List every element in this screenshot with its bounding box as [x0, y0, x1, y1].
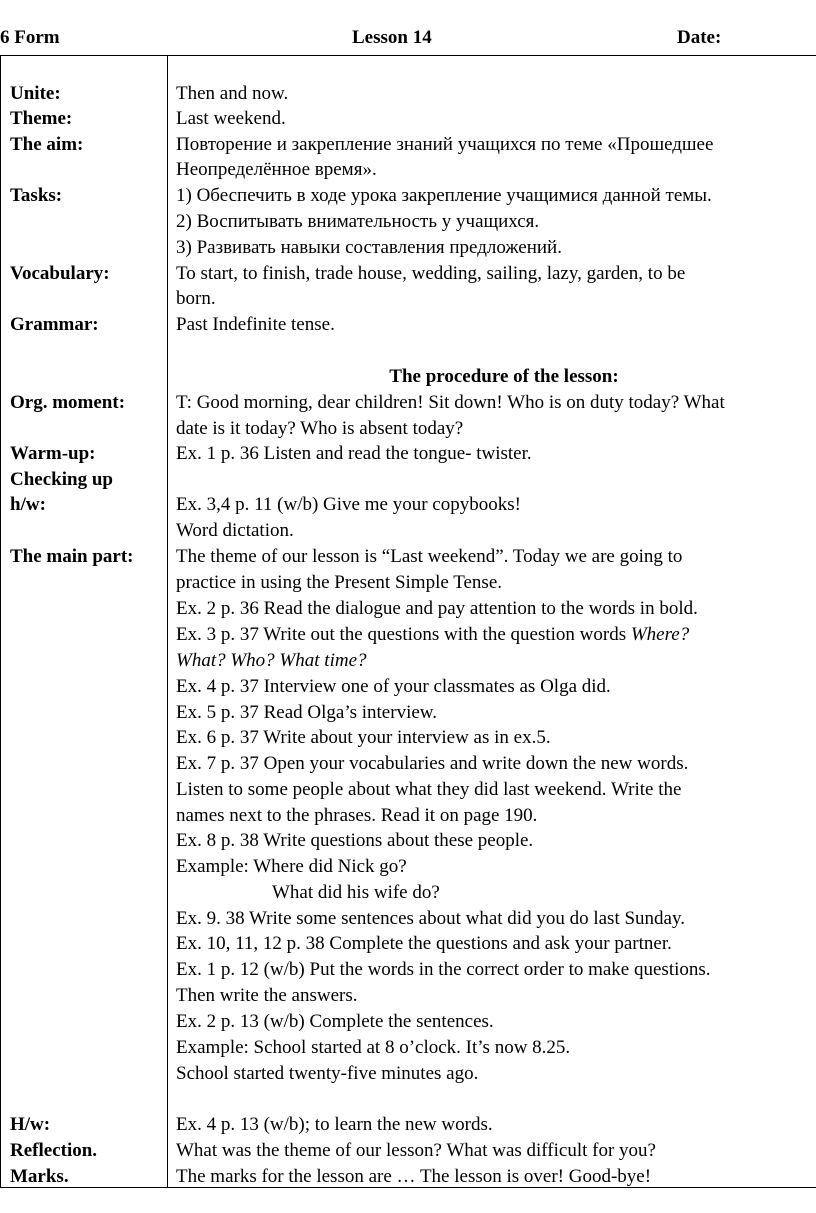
label-marks: Marks. [10, 1166, 69, 1187]
main-part-line: The theme of our lesson is “Last weekend”. Today we are going to [176, 546, 683, 567]
main-part-line: Ex. 10, 11, 12 p. 38 Complete the questions and ask your partner. [176, 933, 672, 954]
main-part-line: Ex. 6 p. 37 Write about your interview as in ex.5. [176, 727, 551, 748]
main-part-line: Ex. 4 p. 37 Interview one of your classmates as Olga did. [176, 676, 611, 697]
label-checking-up: Checking up [10, 469, 113, 490]
table-left-border [0, 55, 1, 1187]
theme-text: Last weekend. [176, 108, 286, 129]
ex3-question-word: Where? [630, 624, 690, 645]
grammar-text: Past Indefinite tense. [176, 314, 335, 335]
label-hw-check: h/w: [10, 494, 46, 515]
table-column-divider [167, 55, 168, 1187]
hw-text: Ex. 4 p. 13 (w/b); to learn the new words. [176, 1114, 493, 1135]
main-part-line: School started twenty-five minutes ago. [176, 1063, 479, 1084]
label-org-moment: Org. moment: [10, 392, 126, 413]
example-indented-line: What did his wife do? [272, 882, 440, 903]
main-part-line: Ex. 2 p. 13 (w/b) Complete the sentences. [176, 1011, 494, 1032]
main-part-line: Then write the answers. [176, 985, 358, 1006]
task-2: 2) Воспитывать внимательность у учащихся. [176, 211, 540, 232]
aim-text-line-1: Повторение и закрепление знаний учащихся по теме «Прошедшее [176, 134, 714, 155]
vocabulary-line-1: To start, to finish, trade house, wedding, sailing, lazy, garden, to be [176, 263, 686, 284]
org-moment-line-2: date is it today? Who is absent today? [176, 418, 464, 439]
main-part-line: Ex. 8 p. 38 Write questions about these people. [176, 830, 534, 851]
label-main-part: The main part: [10, 546, 134, 567]
label-vocabulary: Vocabulary: [10, 263, 110, 284]
lesson-label: Lesson 14 [352, 27, 432, 48]
label-hw: H/w: [10, 1114, 51, 1135]
aim-text-line-2: Неопределённое время». [176, 159, 377, 180]
reflection-text: What was the theme of our lesson? What was difficult for you? [176, 1140, 656, 1161]
unite-text: Then and now. [176, 83, 289, 104]
label-warm-up: Warm-up: [10, 443, 96, 464]
label-theme: Theme: [10, 108, 73, 129]
label-aim: The aim: [10, 134, 84, 155]
task-3: 3) Развивать навыки составления предложений. [176, 237, 562, 258]
main-part-ex3-line [176, 625, 689, 644]
date-label: Date: [677, 27, 722, 48]
table-top-border [0, 55, 816, 56]
label-tasks: Tasks: [10, 185, 63, 206]
main-part-line: Listen to some people about what they did last weekend. Write the [176, 779, 682, 800]
label-unite: Unite: [10, 83, 61, 104]
warm-up-text: Ex. 1 p. 36 Listen and read the tongue- twister. [176, 443, 532, 464]
procedure-title: The procedure of the lesson: [389, 366, 619, 387]
label-grammar: Grammar: [10, 314, 99, 335]
main-part-line: practice in using the Present Simple Tense. [176, 572, 502, 593]
form-label: 6 Form [0, 27, 60, 48]
main-part-line: Example: Where did Nick go? [176, 856, 407, 877]
main-part-line: Ex. 2 p. 36 Read the dialogue and pay attention to the words in bold. [176, 598, 698, 619]
ex3-question-words: What? Who? What time? [176, 650, 367, 671]
task-1: 1) Обеспечить в ходе урока закрепление учащимися данной темы. [176, 185, 712, 206]
hw-check-line-1: Ex. 3,4 p. 11 (w/b) Give me your copybooks! [176, 494, 521, 515]
main-part-line: Ex. 5 p. 37 Read Olga’s interview. [176, 702, 438, 723]
main-part-line: Ex. 1 p. 12 (w/b) Put the words in the correct order to make questions. [176, 959, 711, 980]
vocabulary-line-2: born. [176, 288, 216, 309]
label-reflection: Reflection. [10, 1140, 98, 1161]
main-part-ex3-line-2 [176, 651, 367, 670]
org-moment-line-1: T: Good morning, dear children! Sit down! Who is on duty today? What [176, 392, 725, 413]
table-bottom-border [0, 1187, 816, 1188]
main-part-line: names next to the phrases. Read it on page 190. [176, 805, 538, 826]
marks-text: The marks for the lesson are … The lesson is over! Good-bye! [176, 1166, 652, 1187]
main-part-line: Ex. 9. 38 Write some sentences about what did you do last Sunday. [176, 908, 685, 929]
ex3-text: Ex. 3 p. 37 Write out the questions with the question words [176, 624, 631, 645]
main-part-line: Ex. 7 p. 37 Open your vocabularies and write down the new words. [176, 753, 689, 774]
hw-check-line-2: Word dictation. [176, 520, 294, 541]
main-part-line: Example: School started at 8 o’clock. It’s now 8.25. [176, 1037, 571, 1058]
